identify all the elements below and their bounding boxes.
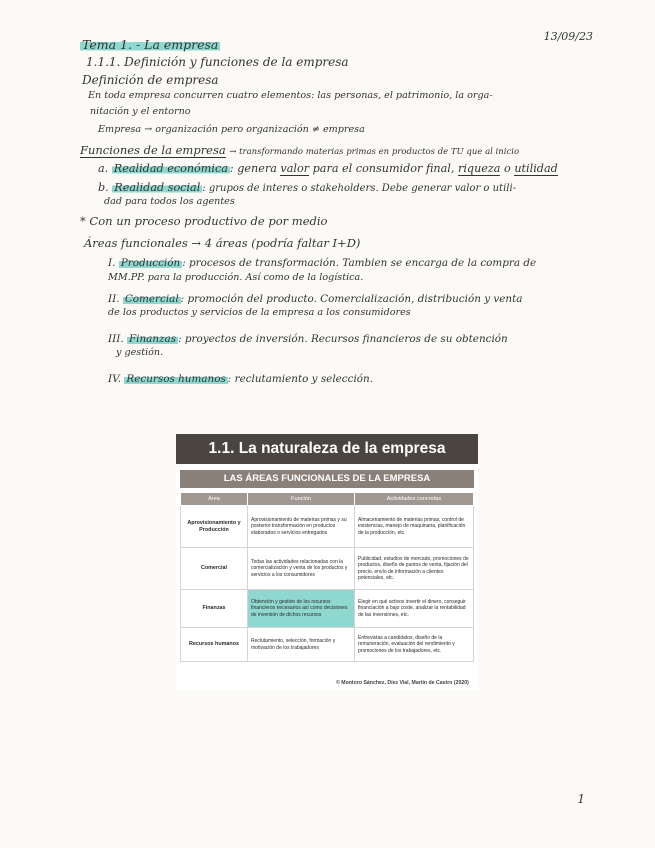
printed-figure [176,434,478,690]
area-comercial [108,293,522,305]
section-heading: 1.1.1. Definición y funciones de la empresa [86,55,349,69]
funcion-a-text-1: : genera [229,162,277,175]
row-area: Aprovisionamiento y Producción [181,506,248,548]
funcion-a-text-2: para el consumidor final, [312,162,455,175]
funcion-b-label: Realidad social [114,181,201,194]
table-row [181,506,474,548]
table-row [181,590,474,628]
empresa-line: Empresa → organización pero organización ≠ empresa [98,124,365,135]
area-comercial-text-2: de los productos y servicios de la empresa a los consumidores [108,307,411,318]
topic-title-text: Tema 1. - La empresa [82,37,219,52]
row-actividades: Elegir en qué activos invertir el dinero, conseguir financiación a bajo coste, analizar la rentabilidad de las inversiones, etc. [355,590,474,628]
row-actividades: Publicidad, estudios de mercado, promociones de productos, diseño de puntos de venta, fijación del precio, envío de información a clientes potenciales, etc. [355,548,474,590]
area-rrhh-text: : reclutamiento y selección. [227,373,374,385]
funciones-label: Funciones de la empresa [80,143,226,157]
area-finanzas-text: : proyectos de inversión. Recursos financieros de su obtención [178,333,508,345]
funciones-text: transformando materias primas en productos de TU que al inicio [239,147,520,157]
row-funcion: Aprovisionamiento de materias primas y su posterior transformación en productos elaborados o servicios entregados [248,506,355,548]
area-rrhh-label: Recursos humanos [126,373,226,385]
funcion-a: a. Realidad económica : genera valor para el consumidor final, riqueza o utilidad [98,162,558,175]
funciones-line: Funciones de la empresa → transformando materias primas en productos de TU que al inicio [80,143,520,157]
funcion-a-o: o [504,162,511,175]
figure-title: 1.1. La naturaleza de la empresa [176,434,478,464]
figure-credit: © Montoro Sánchez, Díez Vial, Martín de Castro (2020) [336,680,469,686]
row-area: Comercial [181,548,248,590]
page-number: 1 [577,792,585,806]
row-funcion: Reclutamiento, selección, formación y motivación de los trabajadores [248,628,355,662]
area-finanzas [108,333,508,345]
area-rrhh [108,373,373,385]
area-produccion-text-2: MM.PP. para la producción. Así como de la logística. [108,272,364,283]
row-funcion: Obtención y gestión de los recursos financieros necesarios así como decisiones de inversión de dichos recursos [248,590,355,628]
header-actividades: Actividades concretas [355,493,474,506]
area-produccion-num: I. [108,257,116,269]
figure-subtitle: LAS ÁREAS FUNCIONALES DE LA EMPRESA [180,470,474,488]
area-produccion [108,257,536,269]
row-actividades: Entrevistas a candidatos, diseño de la remuneración, evaluación del rendimiento y promociones de los trabajadores, etc. [355,628,474,662]
definition-heading: Definición de empresa [82,73,219,87]
area-produccion-label: Producción [120,257,181,269]
table-header-row [181,493,474,506]
date: 13/09/23 [543,30,593,43]
funcion-a-valor: valor [280,162,310,175]
area-comercial-text: : promoción del producto. Comercialización, distribución y venta [180,293,523,305]
area-finanzas-num: III. [108,333,124,345]
funcion-a-riqueza: riqueza [457,162,501,175]
funcion-a-label: Realidad económica [113,162,228,175]
row-area: Recursos humanos [181,628,248,662]
topic-title [80,37,220,52]
header-area: Área [181,493,248,506]
table-row [181,628,474,662]
row-actividades: Almacenamiento de materias primas, control de existencias, manejo de maquinaria, planificación de la producción, etc. [355,506,474,548]
funcion-b-text-2: dad para todos los agentes [104,196,235,207]
row-funcion: Todas las actividades relacionadas con la comercialización y venta de los productos y servicios a los consumidores [248,548,355,590]
table-row [181,548,474,590]
funcion-b: b. Realidad social : grupos de interes o stakeholders. Debe generar valor o utili- [98,181,517,194]
definition-text-1: En toda empresa concurren cuatro elementos: las personas, el patrimonio, la orga- [88,90,493,101]
area-produccion-text: : procesos de transformación. Tambien se encarga de la compra de [182,257,537,269]
areas-line: Áreas funcionales → 4 áreas (podría faltar I+D) [84,236,361,250]
funcion-b-text: : grupos de interes o stakeholders. Debe generar valor o utili- [202,183,517,194]
funcion-a-utilidad: utilidad [514,162,558,175]
area-finanzas-label: Finanzas [128,333,177,345]
definition-text-2: nitación y el entorno [90,106,191,117]
areas-table [180,492,474,662]
area-comercial-num: II. [108,293,120,305]
proceso-line: * Con un proceso productivo de por medio [80,214,328,228]
header-funcion: Función [248,493,355,506]
area-comercial-label: Comercial [124,293,179,305]
area-rrhh-num: IV. [108,373,122,385]
area-finanzas-text-2: y gestión. [116,347,164,358]
row-area: Finanzas [181,590,248,628]
